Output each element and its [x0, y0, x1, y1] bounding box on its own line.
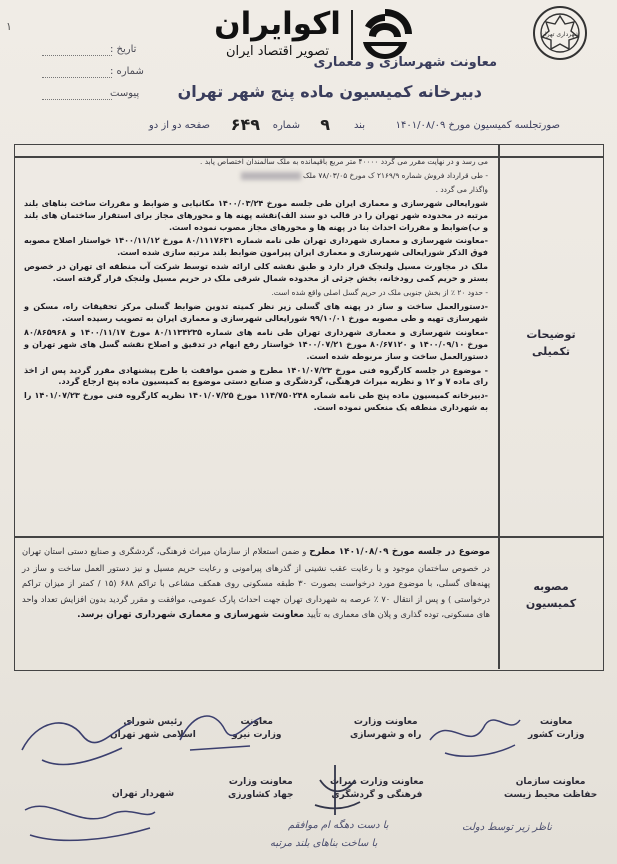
brand-swirl-icon [355, 6, 415, 62]
handwritten-note-3: ناظر زیر توسط دولت [462, 822, 552, 833]
municipality-emblem-icon [537, 10, 583, 56]
signature-roads-ministry: معاونت وزارت راه و شهرسازی [350, 717, 422, 740]
note-paragraph-3: واگذار می گردد . [435, 184, 488, 194]
number-value: ۶۴۹ [230, 115, 260, 134]
handwritten-note-2: با ساخت بناهای بلند مرتبه [270, 838, 378, 849]
clause-value: ۹ [320, 115, 330, 134]
brand-name: اکوایران [214, 6, 341, 42]
note-paragraph-10: - موضوع در جلسه کارگروه فنی مورخ ۱۴۰۱/۰۷/۲۳ مطرح و ضمن موافقت با طرح پیشنهادی مقرر گردید پس از اخذ رای ماده ۷ و ۱۲ و نظریه میراث فرهنگی، گردشگری و صنایع دستی موضوع به کمیسیون ماده پنج ارجاع گردد. [24, 364, 488, 387]
signature-environment-org: معاونت سازمان حفاظت محیط زیست [504, 777, 598, 800]
handwritten-signature-heritage [300, 760, 370, 820]
handwritten-signature-interior [425, 705, 525, 765]
handwritten-signature-energy [175, 700, 265, 760]
handwritten-note-1: با دست دهگه ام موافقم [288, 820, 389, 831]
decision-lead: موضوع در جلسه مورخ ۱۴۰۱/۰۸/۰۹ مطرح [309, 547, 490, 557]
decision-body: و ضمن استعلام از سازمان میراث فرهنگی، گردشگری و صنایع دستی استان تهران در خصوص ساختمان موجود و با رعایت عقب نشینی از گذرهای پیرامونی و رعایت حریم مسیل و نیز دستور العمل ساخت و ساز در پهنه‌های گسلی، با موضوع مورد درخواست بصورت ۳۰ طبقه مسکونی روی همکف مشاعی با تراکم ۶۸۸ (۱۵ / کمتر از میزان تراکم درخواستی ) و پس از انتقال ۷۰ ٪ عرصه به شهرداری تهران جهت احداث پارک عمومی، موافقت و مقرر گردید بدون افزایش تعداد واحد های مسکونی، توده گذاری و پلان های معماری به تأیید [22, 546, 491, 620]
ecoiran-watermark [205, 4, 420, 62]
notes-label: توضیحات تکمیلی [526, 328, 576, 358]
note-paragraph-7: - حدود ۲۰ ٪ از بخش جنوبی ملک در حریم گسل اصلی واقع شده است. [271, 288, 488, 298]
brand-tagline: تصویر اقتصاد ایران [226, 44, 329, 59]
attachment-label: پیوست [110, 88, 140, 99]
date-line [42, 55, 112, 56]
note-paragraph-9: -معاونت شهرسازی و معماری شهرداری تهران طی نامه های شماره ۸۰/۱۱۳۴۲۳۵ مورخ ۱۴۰۰/۱۱/۱۷ و ۸۰/۸۶۵۹۶۸ مورخ ۱۴۰۰/۰۹/۱۰ و ۸۰/۶۷۱۲۰ مورخ ۱۴۰۰/۰۷/۲۱ خواستار رفع ابهام در تدقیق و اصلاح نقشه گسل های شهر تهران و دستورالعمل ساخت و ساز مربوطه شده است. [24, 326, 489, 361]
page-label: صفحه دو از دو [148, 120, 210, 131]
notes-content [24, 156, 488, 416]
deputy-title: معاونت شهرسازی و معماری [313, 55, 497, 70]
decision-content [22, 544, 490, 624]
session-bar [60, 115, 560, 136]
number-label: شماره : [110, 66, 144, 77]
tehran-municipality-logo [533, 6, 587, 60]
note-paragraph-11: -دبیرخانه کمیسیون ماده پنج طی نامه شماره ۱۱۴/۷۵۰۲۴۸ مورخ ۱۴۰۱/۰۷/۲۵ نظریه کارگروه فنی مورخ ۱۴۰۱/۰۷/۲۳ را به شهرداری منطقه یک منعکس نموده است. [24, 390, 488, 413]
signature-heritage-ministry: معاونت وزارت میراث فرهنگی و گردشگری [330, 777, 424, 800]
margin-mark: ۱ [6, 20, 12, 33]
note-paragraph-1: می رسد و در نهایت مقرر می گردد ۴۰۰۰۰ متر مربع باقیمانده به ملک سالمندان اختصاص یابد . [200, 157, 488, 166]
signature-agriculture-ministry: معاونت وزارت جهاد کشاورزی [228, 777, 294, 800]
note-paragraph-4: شورایعالی شهرسازی و معماری ایران طی جلسه مورخ ۱۴۰۰/۰۳/۲۴ مکانیابی و ضوابط و مقررات ساخت بناهای بلند مرتبه در محدوده شهر تهران را در قالب دو سند الف)نقشه پهنه ها و محورهای مجاز برای استقرار ساختمان های بلند و ب)ضوابط و مقررات احداث بنا در پهنه ها و محورهای مجاز مصوب نموده است. [24, 197, 488, 232]
redacted-block [241, 172, 301, 180]
note-paragraph-2: - طی قرارداد فروش شماره ۲۱۶۹/۹ ک مورخ ۷۸/۰۳/۰۵ ملک [24, 170, 488, 182]
signature-energy-ministry: معاونت وزارت نیرو [232, 717, 282, 740]
date-label: تاریخ : [110, 44, 137, 55]
decision-closing: معاونت شهرسازی و معماری شهرداری تهران برسد. [77, 610, 305, 621]
number-field-label: شماره [272, 120, 300, 131]
handwritten-signature-council [12, 700, 142, 780]
clause-label: بند [353, 120, 365, 131]
secretariat-title: دبیرخانه کمیسیون ماده پنج شهر تهران [177, 82, 482, 101]
signature-mayor: شهردار تهران [112, 789, 175, 799]
decision-label: مصوبه کمیسیون [525, 580, 577, 610]
note-paragraph-5: -معاونت شهرسازی و معماری شهرداری تهران طی نامه شماره ۸۰/۱۱۱۷۶۳۱ مورخ ۱۴۰۰/۱۱/۱۲ خواستار اصلاح مصوبه فوق الذکر شورایعالی شهرسازی و معماری ایران پیرامون ضوابط بلند مرتبه سازی شده است. [24, 235, 488, 258]
note-paragraph-6: ملک در مجاورت مسیل ولنجک قرار دارد و طبق نقشه کلی ارائه شده توسط شرکت آب منطقه ای تهران در خصوص بستر و حریم کمی رودخانه، بخش جزئی از محدوده شمال شرقی ملک در حریم مسیل ولنجک قرار گرفته است. [24, 261, 488, 284]
minutes-label: صورتجلسه کمیسیون مورخ ۱۴۰۱/۰۸/۰۹ [395, 120, 560, 131]
attachment-line [42, 99, 112, 100]
signature-council-head: رئیس شورای اسلامی شهر تهران [110, 717, 196, 740]
table-column-divider [498, 144, 500, 669]
table-row-divider [14, 536, 604, 538]
handwritten-signature-mayor [20, 790, 160, 850]
svg-text:شهرداری تهران: شهرداری تهران [540, 31, 580, 38]
note-paragraph-8: -دستورالعمل ساخت و ساز در پهنه های گسلی زیر نظر کمیته تدوین ضوابط گسلی مرکز تحقیقات راه، مسکن و شهرسازی تهیه و طی مصوبه مورخ ۹۹/۱۰/۰۱ شورایعالی شهرسازی و معماری ایران به تصویب رسیده است. [24, 300, 488, 323]
number-line [42, 77, 112, 78]
signature-interior-ministry: معاونت وزارت کشور [528, 717, 585, 740]
brand-divider [351, 10, 353, 60]
